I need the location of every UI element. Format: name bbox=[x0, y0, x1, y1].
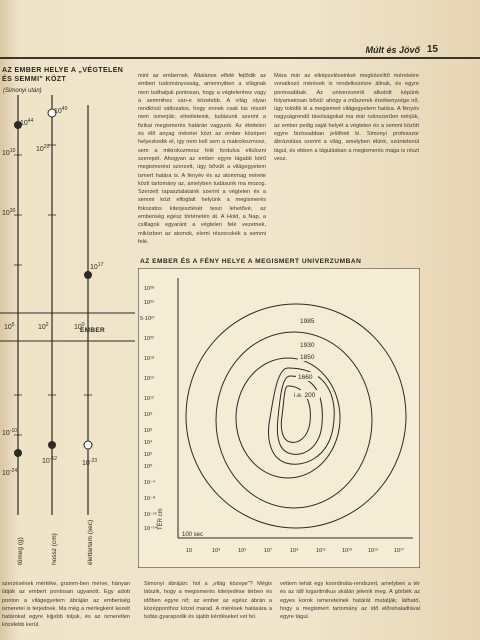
year-1660: 1660 bbox=[298, 374, 313, 381]
bottom-text-right: vettem tehát egy koordináta-rendszert, amelyben a tér és az idő logaritmikus skálán jelenik meg. A görbék az egyes korok ismereteinek határát mutatják; látható, hogy a megismert tartomány az idő előrehaladtával egyre tágul. bbox=[280, 581, 420, 621]
y-tick-0: 10²⁸ bbox=[144, 286, 155, 292]
y-tick-11: 10⁰ bbox=[144, 464, 153, 470]
left-figure-credit: (Simonyi után) bbox=[3, 88, 42, 94]
y-tick-5: 10¹⁵ bbox=[144, 376, 155, 382]
axis-label-length: hossz (cm) bbox=[51, 533, 58, 565]
x-tick-7: 10¹⁵ bbox=[368, 548, 379, 554]
left-figure-title: AZ EMBER HELYE A „VÉGTELEN ÉS SEMMI" KÖZT bbox=[2, 67, 124, 83]
header-rule bbox=[0, 57, 480, 59]
exp-44: $10^{44}$ bbox=[20, 118, 34, 127]
year-1985: 1985 bbox=[300, 318, 315, 325]
exp-minus24: $10^{-24}$ bbox=[2, 468, 18, 477]
article-column-2: mint az embernek. Általános elfelé fejlődik az emberi tudományosság, amennyiben a világnak nem tudhatjuk pontosan, hogy a végtelenhez vagy a semmihez van-e közelebb. A világ olyan rendkívül változatos, hogy ennek csak kis részét nem ismerjük; elméleteink, tudásunk szerint a fizikai megismerés határán vagyunk. Az élettelen és élő anyag méretei közt az ember középen helyezkedik el, így nem kell sem a makrokozmosz, sem a mikrokozmosz felé fordulva eltúlozni szerepét. Ahogyan az ember egyre tágabb körű megismerést szerzett, úgy bővült a világegyetem ismert határa is. A fényév és az atommag mérete közti tartomány az, amelyben tudásunk ma mozog. Szerzett tapasztalataink szerint a végtelen és a semmi közt elfoglalt helyünk a megismerés fokozatos kiterjesztését teszi lehetővé, az emberiség egész történetén át. A Hold, a Nap, a csillagok egyaránt a végtelen felé vezetnek, miközben az atomok, elemi részecskék a semmi felé. bbox=[138, 73, 266, 245]
axis-label-lifetime: élettartam (sec) bbox=[87, 519, 94, 565]
y-tick-14: 10⁻¹² bbox=[144, 512, 157, 518]
exp-10: $10^{10}$ bbox=[2, 148, 16, 157]
y-axis-label: TÉR cm bbox=[158, 508, 164, 530]
exp-0: $10^0$ bbox=[74, 322, 85, 331]
bottom-text-left: szerzésének mértéke, gramm-ben mérve, hányan látják az embert pontosan ugyanott. Egy adott ponton a világegyetem ábráján az emberiség ismeretei is terjednek. Ma még a mérlegként kezelt határokat egyre kijjebb toljuk, és az ismeretlen közelebb kerül. bbox=[2, 581, 130, 629]
y-tick-10: 10² bbox=[144, 452, 152, 458]
y-tick-2: 5·10²⁷ bbox=[140, 316, 155, 322]
y-tick-15: 10⁻¹⁴ bbox=[144, 526, 158, 532]
article-column-3: Mára már az elképzeléseinket megközelítő méretekre vonatkozó mérések is rendelkezésre állnak, és egyre pontosabbak. Az univerzumról alkotott képünk folyamatosan bővül: ahogy a műszerek érzékenysége nő, úgy tolódik ki a megismert világegyetem határa. A fényév nagyságrendű távolságokat ma már rutinszerűen mérjük, az ember pedig saját helyét a végtelen és a semmi között egyre biztosabban jelölheti ki. Simonyi professzor ábrázolása szerint a világ, amelyben élünk, szüntelenül tágul, és ebben a tágulásban a megismerés maga is részt vesz. bbox=[274, 73, 419, 162]
scale-figure bbox=[0, 95, 135, 585]
exp-minus10: $10^{-10}$ bbox=[2, 428, 18, 437]
exp-2: $10^2$ bbox=[38, 322, 49, 331]
bottom-text-middle: Simonyi ábráján: hol a „világ közepe"? Mégis látszik, hogy a megismerés kiterjedése térben és időben egyre nő; az ember az egész ábrán a középponthoz közel marad. A mérések hatására a tudás gyarapodik és újabb kérdéseket vet fel. bbox=[144, 581, 272, 621]
exp-minus23: $10^{-23}$ bbox=[82, 458, 98, 467]
x-tick-8: 10¹⁷ bbox=[394, 548, 404, 554]
y-tick-8: 10⁶ bbox=[144, 428, 153, 434]
year-1930: 1930 bbox=[300, 342, 315, 349]
exp-30: $10^{30}$ bbox=[2, 208, 16, 217]
universe-figure bbox=[138, 268, 420, 568]
exp-minus12: $10^{-12}$ bbox=[42, 456, 58, 465]
y-tick-7: 10⁹ bbox=[144, 412, 153, 418]
y-tick-1: 10²⁵ bbox=[144, 300, 155, 306]
exp-5: $10^5$ bbox=[4, 322, 15, 331]
x-tick-3: 10⁷ bbox=[264, 548, 273, 554]
x-tick-1: 10³ bbox=[212, 548, 220, 554]
page-header bbox=[0, 44, 480, 58]
x-axis-label: 100 sec bbox=[182, 532, 204, 538]
x-tick-2: 10⁵ bbox=[238, 548, 247, 554]
magazine-name: Múlt és Jövő bbox=[365, 45, 420, 55]
page-number: 15 bbox=[426, 44, 438, 55]
y-tick-13: 10⁻⁸ bbox=[144, 496, 156, 502]
x-tick-4: 10⁹ bbox=[290, 548, 299, 554]
y-tick-3: 10²² bbox=[144, 336, 154, 342]
axis-label-mass: tömeg (g) bbox=[17, 537, 24, 565]
exp-20: $10^{20}$ bbox=[36, 144, 50, 153]
x-tick-6: 10¹³ bbox=[342, 548, 352, 554]
ember-label: EMBER bbox=[80, 327, 105, 334]
y-tick-9: 10⁴ bbox=[144, 440, 153, 446]
year-ie200: i.e. 200 bbox=[294, 392, 316, 399]
x-tick-5: 10¹¹ bbox=[316, 548, 326, 554]
year-1850: 1850 bbox=[300, 354, 315, 361]
y-tick-4: 10¹⁸ bbox=[144, 356, 155, 362]
y-tick-12: 10⁻⁴ bbox=[144, 480, 156, 486]
exp-40: $10^{40}$ bbox=[54, 106, 68, 115]
universe-figure-title: AZ EMBER ÉS A FÉNY HELYE A MEGISMERT UNIVERZUMBAN bbox=[140, 258, 362, 265]
y-tick-6: 10¹² bbox=[144, 396, 154, 402]
x-tick-0: 10 bbox=[186, 548, 193, 554]
exp-17: $10^{17}$ bbox=[90, 262, 104, 271]
